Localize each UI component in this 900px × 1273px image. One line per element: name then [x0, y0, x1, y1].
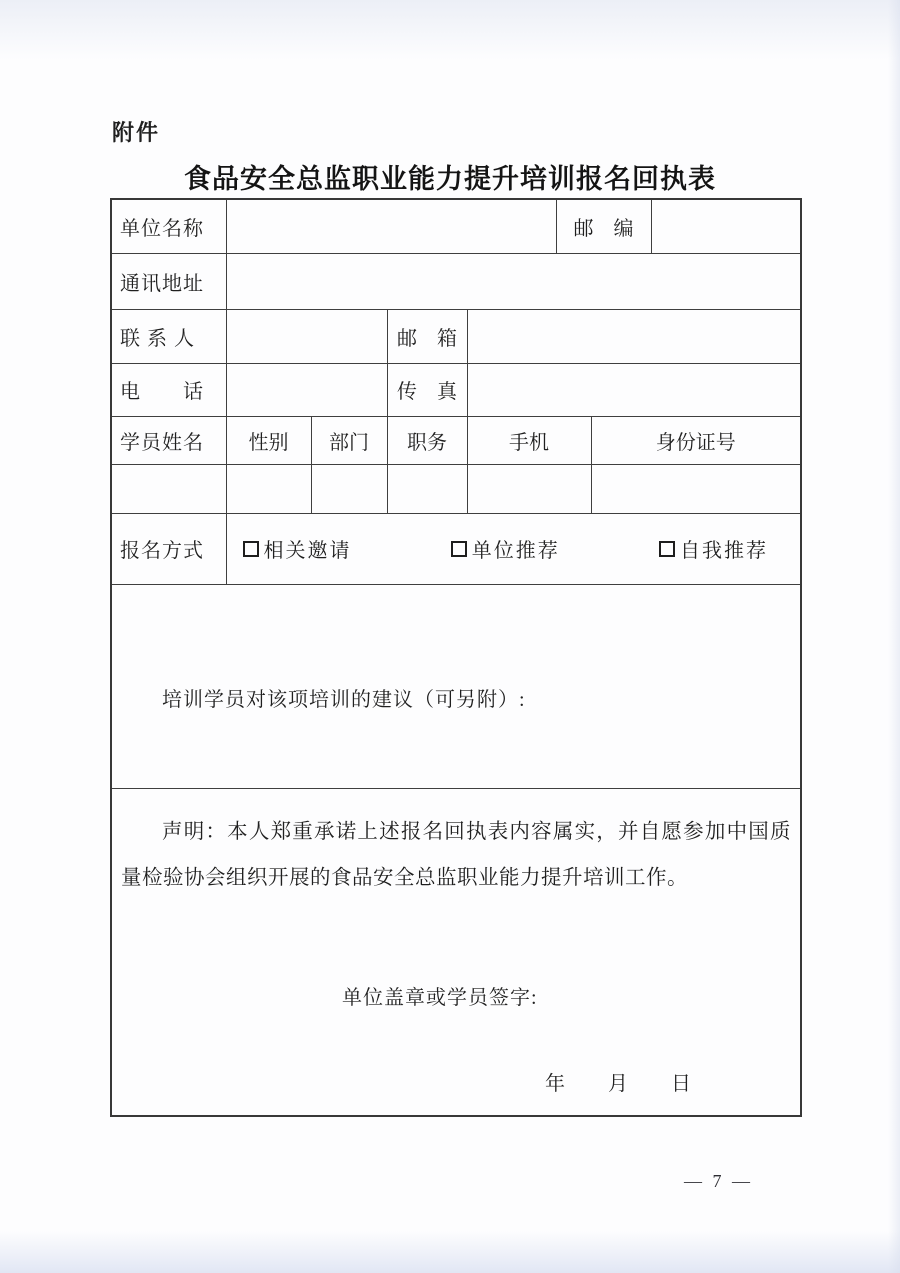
- mobile-header: 手机: [467, 416, 591, 464]
- scan-tint-bottom: [0, 1231, 900, 1273]
- checkbox-icon: [243, 541, 259, 557]
- option-self-recommendation: [659, 534, 768, 563]
- postal-code-label: 邮 编: [556, 199, 651, 253]
- registration-method-row: [111, 513, 801, 584]
- declaration-text: 声明：本人郑重承诺上述报名回执表内容属实，并自愿参加中国质量检验协会组织开展的食品安全总监职业能力提升培训工作。: [121, 820, 791, 889]
- registration-options-cell: [226, 513, 801, 584]
- scan-tint-top: [0, 0, 900, 60]
- fax-value-cell: [467, 363, 801, 416]
- option-label: 自我推荐: [680, 540, 768, 562]
- student-header-row: [111, 416, 801, 464]
- table-row: [111, 199, 801, 253]
- registration-form-table: [110, 198, 802, 1117]
- telephone-value-cell: [226, 363, 387, 416]
- signature-label: 单位盖章或学员签字:: [342, 986, 538, 1009]
- option-unit-recommendation: [451, 534, 560, 563]
- telephone-label: 电 话: [111, 363, 226, 416]
- declaration-cell: [111, 788, 801, 1116]
- form-title: 食品安全总监职业能力提升培训报名回执表: [184, 164, 716, 195]
- checkbox-icon: [659, 541, 675, 557]
- email-value-cell: [467, 309, 801, 363]
- contact-person-value-cell: [226, 309, 387, 363]
- email-label: 邮 箱: [387, 309, 467, 363]
- fax-label: 传 真: [387, 363, 467, 416]
- id-number-cell: [591, 464, 801, 513]
- table-row: [111, 363, 801, 416]
- gender-cell: [226, 464, 311, 513]
- address-value-cell: [226, 253, 801, 309]
- contact-person-label: 联 系 人: [111, 309, 226, 363]
- suggestion-row: [111, 584, 801, 788]
- option-label: 单位推荐: [471, 540, 560, 562]
- option-label: 相关邀请: [263, 540, 352, 562]
- option-related-invitation: [243, 534, 352, 563]
- gender-header: 性别: [226, 416, 311, 464]
- position-cell: [387, 464, 467, 513]
- department-header: 部门: [311, 416, 387, 464]
- attachment-label: 附件: [112, 121, 161, 146]
- registration-method-label: 报名方式: [111, 513, 226, 584]
- student-name-cell: [111, 464, 226, 513]
- unit-name-value-cell: [226, 199, 556, 253]
- student-name-header: 学员姓名: [111, 416, 226, 464]
- checkbox-icon: [451, 541, 467, 557]
- address-label: 通讯地址: [111, 253, 226, 309]
- suggestion-cell: [111, 584, 801, 788]
- declaration-row: [111, 788, 801, 1116]
- table-row: [111, 253, 801, 309]
- suggestion-label: 培训学员对该项培训的建议（可另附）:: [162, 688, 526, 711]
- postal-code-value-cell: [651, 199, 801, 253]
- table-row: [111, 309, 801, 363]
- department-cell: [311, 464, 387, 513]
- page-number: — 7 —: [684, 1171, 753, 1191]
- position-header: 职务: [387, 416, 467, 464]
- date-line: 年 月 日: [545, 1072, 692, 1095]
- id-number-header: 身份证号: [591, 416, 801, 464]
- unit-name-label: 单位名称: [111, 199, 226, 253]
- student-entry-row: [111, 464, 801, 513]
- mobile-cell: [467, 464, 591, 513]
